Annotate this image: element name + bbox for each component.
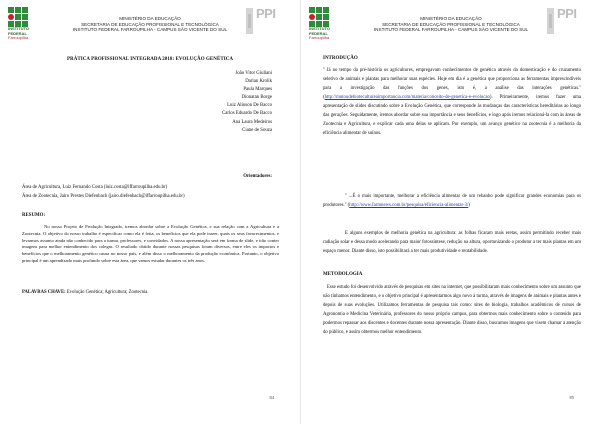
intro-text: ). Primeiramente, iremos fazer uma apresentação de slides discutindo sobre a Evolução Genética, que corresponde às mudanças das características hereditárias ao longo das gerações. Seguidamente, iremos abordar sobre sua importância e seus benefícios, e logo após iremos relacioná-la com às áreas de Zootecnia e Agricultura, e explicar cada uma delas se aplicam. Por exemplo, um avanço genético na zootecnia é a melhoria da eficiência alimentar de suínos.	[323, 95, 581, 136]
author: Ana Laura Medeiros	[232, 119, 272, 125]
institute-logo	[309, 7, 341, 41]
reference-link[interactable]: http://www.farmnews.com.br/pesquisa/eficiencia-alimentar-3/	[349, 203, 469, 208]
header-text	[50, 16, 250, 33]
logo-line: Farroupilha	[309, 35, 330, 40]
introduction-paragraph-2	[323, 192, 581, 210]
advisors-label: Orientadores:	[243, 174, 272, 179]
header-line: INSTITUTO FEDERAL FARROUPILHA - CAMPUS SÃO VICENTE DO SUL	[373, 27, 529, 33]
header-line: MINISTÉRIO DA EDUCAÇÃO	[119, 16, 181, 21]
advisors-list	[22, 183, 278, 201]
ppi-logo: PPI	[246, 6, 294, 36]
keywords	[22, 290, 279, 295]
introduction-paragraph-1	[323, 66, 581, 138]
intro-text: '' Já no tempo da pré-história os agricultores, empregavam conhecimentos de genética através da domesticação e do cruzamento seletivo de animais e plantas para melhorar suas espécies. Hoje em dia é a genética que proporciona as ferramentas imprescindíveis para a investigação das funções dos genes, isto é, a análise das interações genéticas.'' (	[323, 68, 581, 100]
methodology-heading: METODOLOGIA	[323, 272, 363, 277]
institute-logo	[8, 7, 40, 41]
logo-line: INSTITUTO	[8, 26, 30, 31]
advisor: Área de Zootecnia, Jairo Prestes Diefenbach (jairo.diefenbach@iffarroupilha.edu.br)	[22, 194, 185, 199]
header-text	[351, 16, 551, 33]
advisor: Área de Agricultura, Luiz Fernando Costa (luiz.costa@iffarroupilha.edu.br)	[22, 185, 168, 190]
introduction-paragraph-3: E alguns exemplos de melhoria genética na agricultura: as folhas ficaram mais eretas, assim permitindo receber mais radiação solar e dessa modo acelerando para maior fotossíntese, redução na altura, oportunizando o produtor a ter mais plantas em um espaço menor. Diante disso, isto possibilitará a ter mais produtividade e rentabilidade.	[323, 231, 581, 254]
logo-line: Farroupilha	[8, 35, 29, 40]
header-line: INSTITUTO FEDERAL FARROUPILHA - CAMPUS SÃO VICENTE DO SUL	[72, 27, 228, 33]
page-number: 85	[569, 395, 574, 400]
methodology-paragraph: Esse estudo foi desenvolvido através de pesquisas em sites na internet, que possibilitaram mais conhecimento sobre um assunto que não tínhamos entendimento, e o objetivo principal é apresentarmos algo novo à turma, através de imagens de animais e plantas antes e depois de suas evoluções. Utilizamos ferramentas de pesquisa tais como: sites de biologia, trabalhos acadêmicos de cursos de Agronomia e Medicina Veterinária, professores do nosso próprio campus, para obtermos mais conhecimento sobre o conteúdo para podermos repassar aos discentes e docentes durante nossa apresentação. Diante disso, buscamos imagens que visem chamar a atenção do público, e assim obtermos melhor entendimento.	[323, 285, 581, 335]
page-header	[301, 4, 600, 48]
keywords-text: Evolução Genética; Agricultura; Zootecnia.	[66, 290, 149, 295]
abstract-heading: RESUMO:	[22, 213, 46, 218]
header-line: MINISTÉRIO DA EDUCAÇÃO	[420, 16, 482, 21]
logo-line: FEDERAL	[8, 30, 27, 36]
abstract-text: No nosso Projeto de Produção Integrado, iremos abordar sobre a Evolução Genética, e sua relação com a Agricultura e a Zootecnia. O objetivo do nosso trabalho é especificar como ela é feita, os benefícios que ela pode trazer, quais os seus favorecimentos, e levarmos assunto ainda não conhecido para a turma, professores, e convidados. A nossa apresentação será em forma de slide, e irão conter imagens para melhor entendimento dos colegas. O resultado obtido durante nossas pesquisas foram diversos, entre eles os impactos e benefícios que o melhoramento genético causa no nosso país, e além disso o melhoramento da produção econômica. Portanto, o objetivo principal é um aprendizado mais profundo sobre esta área, que vamos estudar durantes os três anos.	[22, 224, 279, 263]
quote-text: '' ...É o mais importante, melhorar a eficiência alimentar de um rebanho pode significar grandes economias para os produtores.'' (	[323, 194, 581, 208]
header-line: SECRETARIA DE EDUCAÇÃO PROFISSIONAL E TECNOLÓGICA	[382, 21, 520, 27]
reference-link[interactable]: http://mutoudebiotecultureaimportancia.com/materia/conceito-de-genetica-e-evolucao	[324, 95, 490, 100]
author: Paula Marques	[243, 87, 272, 93]
author: Carlos Eduardo De Bacco	[222, 111, 272, 117]
ppi-logo: PPI	[547, 6, 595, 36]
document-page-right	[300, 0, 600, 424]
logo-line: INSTITUTO	[309, 26, 331, 31]
introduction-heading: INTRODUÇÃO	[323, 56, 358, 61]
author: Darlan Krolik	[245, 79, 272, 85]
header-line: SECRETARIA DE EDUCAÇÃO PROFISSIONAL E TECNOLÓGICA	[81, 21, 219, 27]
logo-line: FEDERAL	[309, 30, 328, 36]
quote-close: )	[468, 203, 470, 208]
author: João Vitor Giuliani	[235, 71, 272, 76]
page-number: 84	[269, 395, 274, 400]
author-list	[222, 70, 272, 135]
author: Dionatan Borge	[241, 95, 272, 101]
keywords-label: PALAVRAS CHAVE:	[22, 290, 66, 295]
author: Ciane de Souza	[242, 127, 272, 133]
document-title: PRÁTICA PROFISSIONAL INTEGRADA 2018: EVOLUÇÃO GENÉTICA	[66, 57, 234, 62]
page-header	[0, 4, 300, 48]
author: Luiz Aliuson De Bacco	[227, 103, 272, 109]
